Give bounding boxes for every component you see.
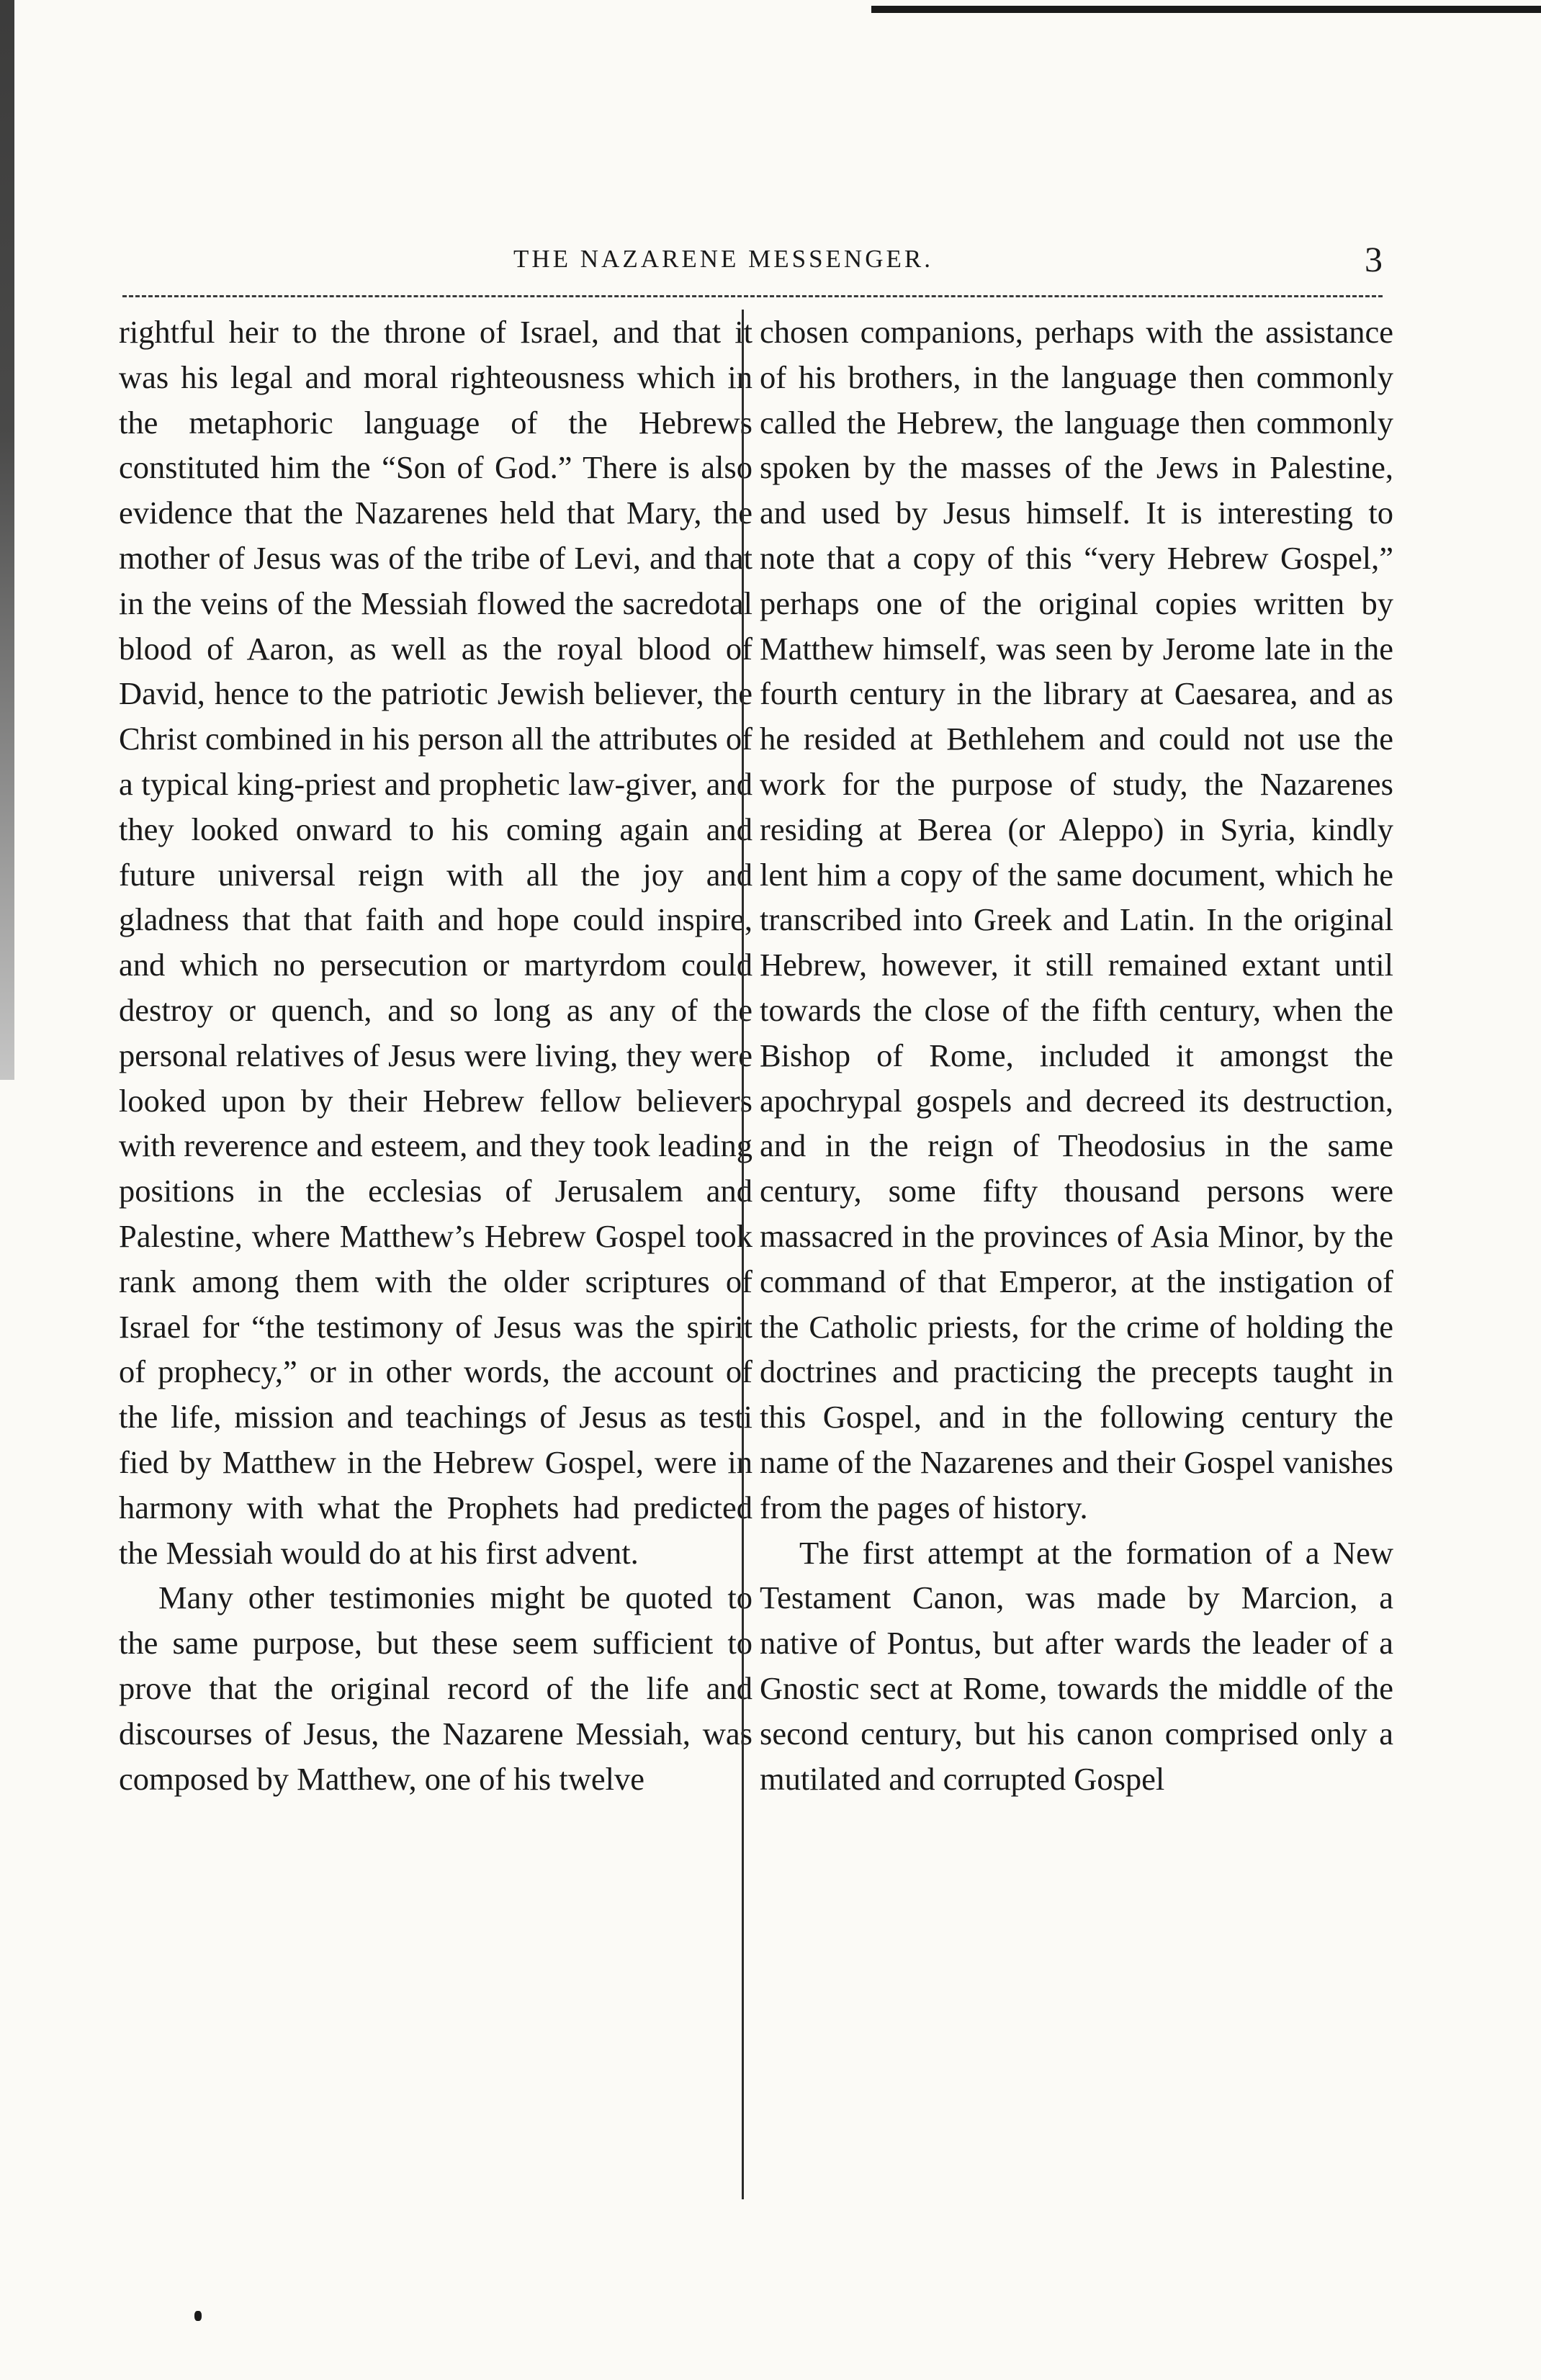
right-column <box>760 310 1393 1801</box>
right-paragraph-1: chosen companions, perhaps with the assistance of his brothers, in the language then commonly called the Hebrew, the language then commonly spoken by the masses of the Jews in Palestine, and used by Jesus himself. It is interesting to note that a copy of this “very Hebrew Gospel,” perhaps one of the original copies written by Matthew himself, was seen by Jerome late in the fourth century in the library at Caesarea, and as he resided at Bethlehem and could not use the work for the purpose of study, the Nazarenes residing at Berea (or Aleppo) in Syria, kindly lent him a copy of the same document, which he transcribed into Greek and Latin. In the original Hebrew, however, it still remained extant until towards the close of the fifth century, when the Bishop of Rome, included it amongst the apochrypal gospels and decreed its destruction, and in the reign of Theodosius in the same century, some fifty thousand persons were massacred in the provinces of Asia Minor, by the command of that Emperor, at the instigation of the Catholic priests, for the crime of holding the doctrines and practicing the precepts taught in this Gospel, and in the following century the name of the Nazarenes and their Gospel vanishes from the pages of history. <box>760 314 1393 1525</box>
running-title: THE NAZARENE MESSENGER. <box>513 245 933 273</box>
top-rule <box>871 6 1541 13</box>
left-paragraph-2: Many other testimonies might be quoted to the same purpose, but these seem sufficient to prove that the original record of the life and discourses of Jesus, the Nazarene Messiah, was composed by Matthew, one of his twelve <box>119 1579 752 1797</box>
column-divider <box>742 310 744 2199</box>
ink-mark <box>194 2311 202 2321</box>
header-rule <box>122 295 1383 297</box>
left-paragraph-1: rightful heir to the throne of Israel, and that it was his legal and moral righteousness which in the metaphoric language of the Hebrews constituted him the “Son of God.” There is also evidence that the Nazarenes held that Mary, the mother of Jesus was of the tribe of Levi, and that in the veins of the Messiah flowed the sacredotal blood of Aaron, as well as the royal blood of David, hence to the patriotic Jewish believer, the Christ combined in his person all the attributes of a typical king-priest and prophetic law-giver, and they looked onward to his coming again and future universal reign with all the joy and gladness that that faith and hope could inspire, and which no persecution or martyrdom could destroy or quench, and so long as any of the personal relatives of Jesus were living, they were looked upon by their Hebrew fellow believers with reverence and esteem, and they took leading positions in the ecclesias of Jerusalem and Palestine, where Matthew’s Hebrew Gospel took rank among them with the older scriptures of Israel for “the testimony of Jesus was the spirit of prophecy,” or in other words, the account of the life, mission and teachings of Jesus as testi fied by Matthew in the Hebrew Gospel, were in harmony with what the Prophets had predicted the Messiah would do at his first advent. <box>119 314 752 1571</box>
right-paragraph-2: The first attempt at the formation of a New Testament Canon, was made by Marcion, a native of Pontus, but after wards the leader of a Gnostic sect at Rome, towards the middle of the second century, but his canon comprised only a mutilated and corrupted Gospel <box>760 1534 1393 1797</box>
left-column <box>119 310 752 1801</box>
page-number: 3 <box>1365 239 1383 279</box>
page-edge-shadow <box>0 0 14 1080</box>
page-header <box>121 238 1383 281</box>
